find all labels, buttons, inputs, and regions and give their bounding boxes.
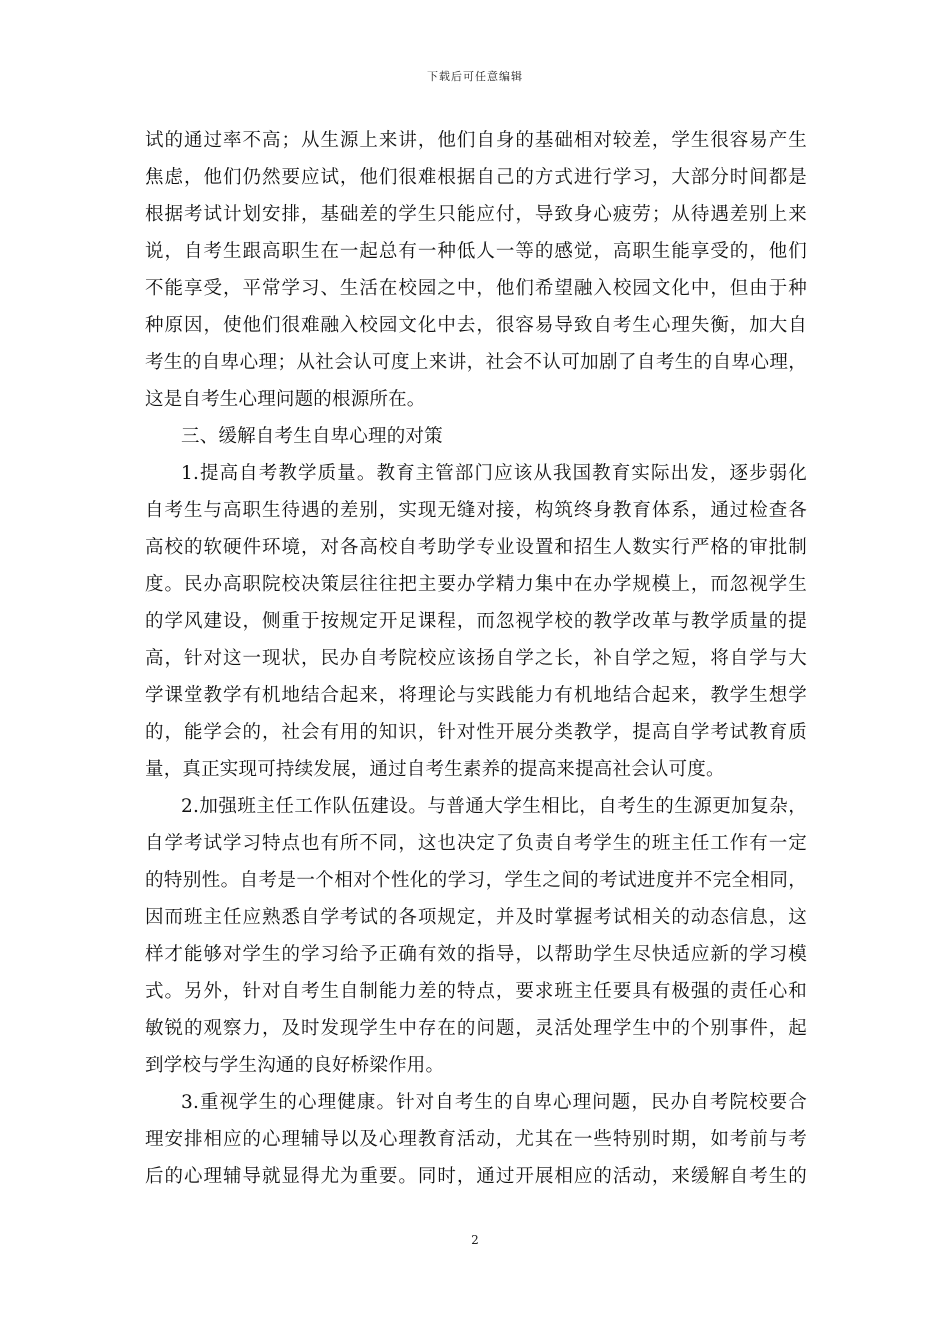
text-line: 3.重视学生的心理健康。针对自考生的自卑心理问题，民办自考院校要合 xyxy=(181,1092,807,1113)
text-line: 敏锐的观察力，及时发现学生中存在的问题，灵活处理学生中的个别事件，起 xyxy=(145,1018,807,1039)
text-line: 根据考试计划安排，基础差的学生只能应付，导致身心疲劳；从待遇差别上来 xyxy=(145,204,807,225)
text-line: 说，自考生跟高职生在一起总有一种低人一等的感觉，高职生能享受的，他们 xyxy=(145,241,807,262)
text-line: 到学校与学生沟通的良好桥梁作用。 xyxy=(145,1055,445,1076)
header-note: 下载后可任意编辑 xyxy=(427,70,523,83)
page-number: 2 xyxy=(471,1233,479,1247)
text-line: 考生的自卑心理；从社会认可度上来讲，社会不认可加剧了自考生的自卑心理， xyxy=(145,352,807,373)
text-line: 1.提高自考教学质量。教育主管部门应该从我国教育实际出发，逐步弱化 xyxy=(181,463,807,484)
text-line: 样才能够对学生的学习给予正确有效的指导，以帮助学生尽快适应新的学习模 xyxy=(145,944,807,965)
text-line: 自考生与高职生待遇的差别，实现无缝对接，构筑终身教育体系，通过检查各 xyxy=(145,500,807,521)
section-heading: 三、缓解自考生自卑心理的对策 xyxy=(181,426,443,447)
text-line: 高，针对这一现状，民办自考院校应该扬自学之长，补自学之短，将自学与大 xyxy=(145,648,807,669)
text-line: 种原因，使他们很难融入校园文化中去，很容易导致自考生心理失衡，加大自 xyxy=(145,315,807,336)
text-line: 试的通过率不高；从生源上来讲，他们自身的基础相对较差，学生很容易产生 xyxy=(145,130,807,151)
text-line: 式。另外，针对自考生自制能力差的特点，要求班主任要具有极强的责任心和 xyxy=(145,981,807,1002)
text-line: 的特别性。自考是一个相对个性化的学习，学生之间的考试进度并不完全相同， xyxy=(145,870,807,891)
text-line: 理安排相应的心理辅导以及心理教育活动，尤其在一些特别时期，如考前与考 xyxy=(145,1129,807,1150)
text-line: 因而班主任应熟悉自学考试的各项规定，并及时掌握考试相关的动态信息，这 xyxy=(145,907,807,928)
text-line: 焦虑，他们仍然要应试，他们很难根据自己的方式进行学习，大部分时间都是 xyxy=(145,167,807,188)
text-line: 自学考试学习特点也有所不同，这也决定了负责自考学生的班主任工作有一定 xyxy=(145,833,807,854)
text-line: 这是自考生心理问题的根源所在。 xyxy=(145,389,426,410)
text-line: 的，能学会的，社会有用的知识，针对性开展分类教学，提高自学考试教育质 xyxy=(145,722,807,743)
text-line: 学课堂教学有机地结合起来，将理论与实践能力有机地结合起来，教学生想学 xyxy=(145,685,807,706)
text-line: 量，真正实现可持续发展，通过自考生素养的提高来提高社会认可度。 xyxy=(145,759,725,780)
text-line: 的学风建设，侧重于按规定开足课程，而忽视学校的教学改革与教学质量的提 xyxy=(145,611,807,632)
text-line: 后的心理辅导就显得尤为重要。同时，通过开展相应的活动，来缓解自考生的 xyxy=(145,1166,807,1187)
text-line: 高校的软硬件环境，对各高校自考助学专业设置和招生人数实行严格的审批制 xyxy=(145,537,807,558)
text-line: 2.加强班主任工作队伍建设。与普通大学生相比，自考生的生源更加复杂， xyxy=(181,796,807,817)
text-line: 不能享受，平常学习、生活在校园之中，他们希望融入校园文化中，但由于种 xyxy=(145,278,807,299)
text-line: 度。民办高职院校决策层往往把主要办学精力集中在办学规模上，而忽视学生 xyxy=(145,574,807,595)
